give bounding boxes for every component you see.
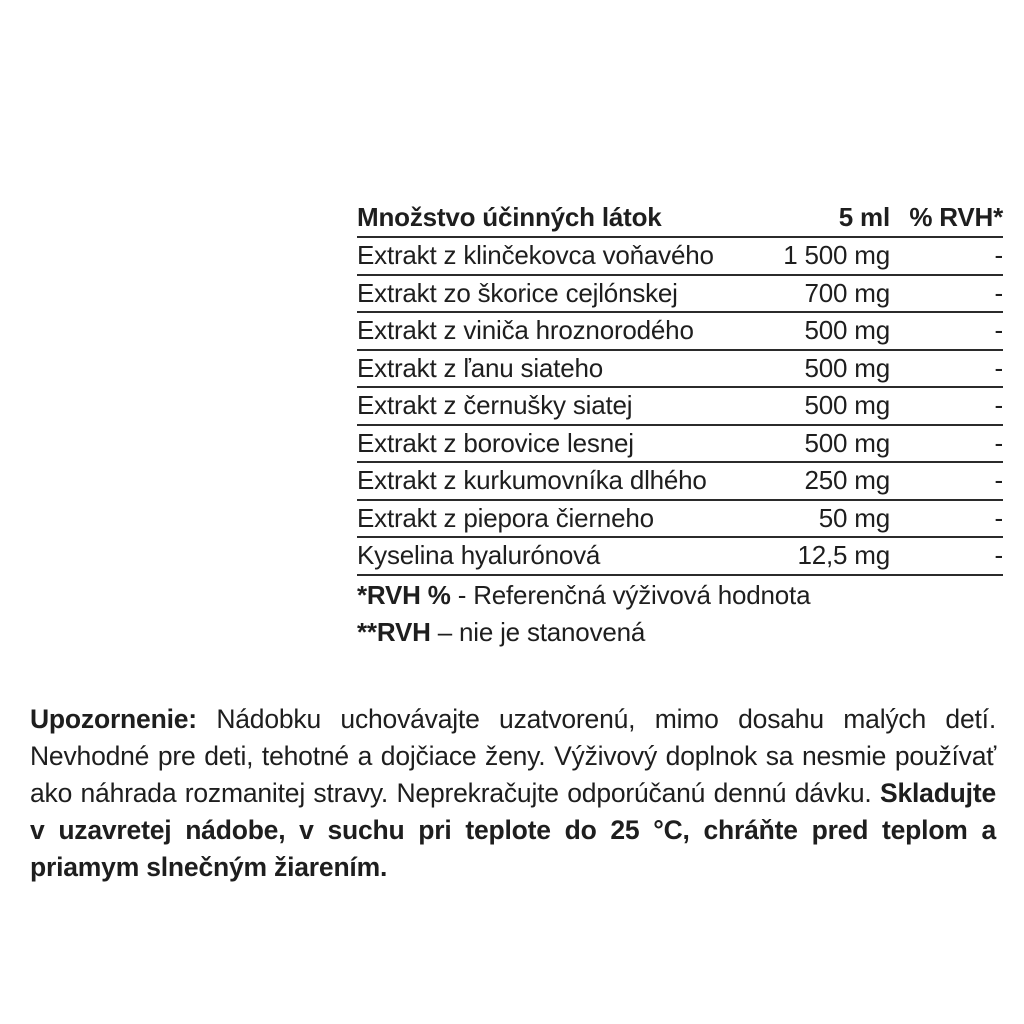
ingredient-rvh: - bbox=[994, 390, 1003, 421]
ingredient-name: Extrakt z piepora čierneho bbox=[357, 502, 654, 533]
column-header-rvh: % RVH* bbox=[909, 202, 1003, 232]
ingredient-rvh: - bbox=[994, 277, 1003, 308]
ingredient-name: Extrakt z černušky siatej bbox=[357, 390, 633, 421]
ingredient-rvh: - bbox=[994, 315, 1003, 346]
ingredient-amount: 500 mg bbox=[804, 390, 890, 421]
ingredient-name: Extrakt z viniča hroznorodého bbox=[357, 315, 694, 346]
rvh-footnotes bbox=[357, 577, 1003, 651]
ingredient-name: Extrakt z kurkumovníka dlhého bbox=[357, 465, 707, 496]
ingredient-rvh: - bbox=[994, 465, 1003, 496]
footnote-bold-prefix: *RVH % bbox=[357, 580, 451, 610]
ingredient-rvh: - bbox=[994, 502, 1003, 533]
ingredient-amount: 50 mg bbox=[818, 502, 890, 533]
table-title: Množstvo účinných látok bbox=[357, 202, 662, 232]
table-row bbox=[357, 388, 1003, 426]
ingredient-rvh: - bbox=[994, 427, 1003, 458]
ingredient-name: Extrakt z borovice lesnej bbox=[357, 427, 634, 458]
footnote-bold-prefix: **RVH bbox=[357, 617, 431, 647]
ingredient-name: Extrakt z klinčekovca voňavého bbox=[357, 240, 714, 271]
ingredient-amount: 500 mg bbox=[804, 315, 890, 346]
table-row bbox=[357, 538, 1003, 576]
active-ingredients-table bbox=[357, 199, 1003, 576]
ingredient-rvh: - bbox=[994, 240, 1003, 271]
ingredient-name: Extrakt zo škorice cejlónskej bbox=[357, 277, 678, 308]
ingredient-amount: 12,5 mg bbox=[797, 540, 890, 571]
ingredient-amount: 500 mg bbox=[804, 427, 890, 458]
footnote-text: - Referenčná výživová hodnota bbox=[450, 580, 811, 610]
column-header-dose: 5 ml bbox=[838, 202, 890, 232]
footnote-rvh-not-set bbox=[357, 614, 1003, 651]
ingredient-amount: 700 mg bbox=[804, 277, 890, 308]
table-row bbox=[357, 313, 1003, 351]
warning-storage-text: Skladujte v uzavretej nádobe, v suchu pri teplote do 25 °C, chráňte pred teplom a priamym slnečným žiarením. bbox=[30, 778, 1004, 882]
warning-body-text: Nádobku uchovávajte uzatvorenú, mimo dosahu malých detí. Nevhodné pre deti, tehotné a dojčiace ženy. Výživový doplnok sa nesmie používať ako náhrada rozmanitej stravy. Neprekračujte odporúčanú dennú dávku. bbox=[30, 704, 1004, 808]
table-row bbox=[357, 238, 1003, 276]
footnote-text: – nie je stanovená bbox=[430, 617, 646, 647]
table-row bbox=[357, 426, 1003, 464]
ingredient-name: Extrakt z ľanu siateho bbox=[357, 352, 603, 383]
table-row bbox=[357, 276, 1003, 314]
warning-label: Upozornenie: bbox=[30, 704, 197, 734]
ingredient-amount: 1 500 mg bbox=[783, 240, 890, 271]
ingredient-rvh: - bbox=[994, 352, 1003, 383]
table-row bbox=[357, 463, 1003, 501]
ingredient-rvh: - bbox=[994, 540, 1003, 571]
table-header-row bbox=[357, 199, 1003, 238]
footnote-rvh-reference bbox=[357, 577, 1003, 614]
warning-paragraph bbox=[30, 701, 1004, 886]
ingredient-amount: 500 mg bbox=[804, 352, 890, 383]
table-row bbox=[357, 501, 1003, 539]
ingredient-amount: 250 mg bbox=[804, 465, 890, 496]
table-row bbox=[357, 351, 1003, 389]
ingredient-name: Kyselina hyalurónová bbox=[357, 540, 601, 571]
